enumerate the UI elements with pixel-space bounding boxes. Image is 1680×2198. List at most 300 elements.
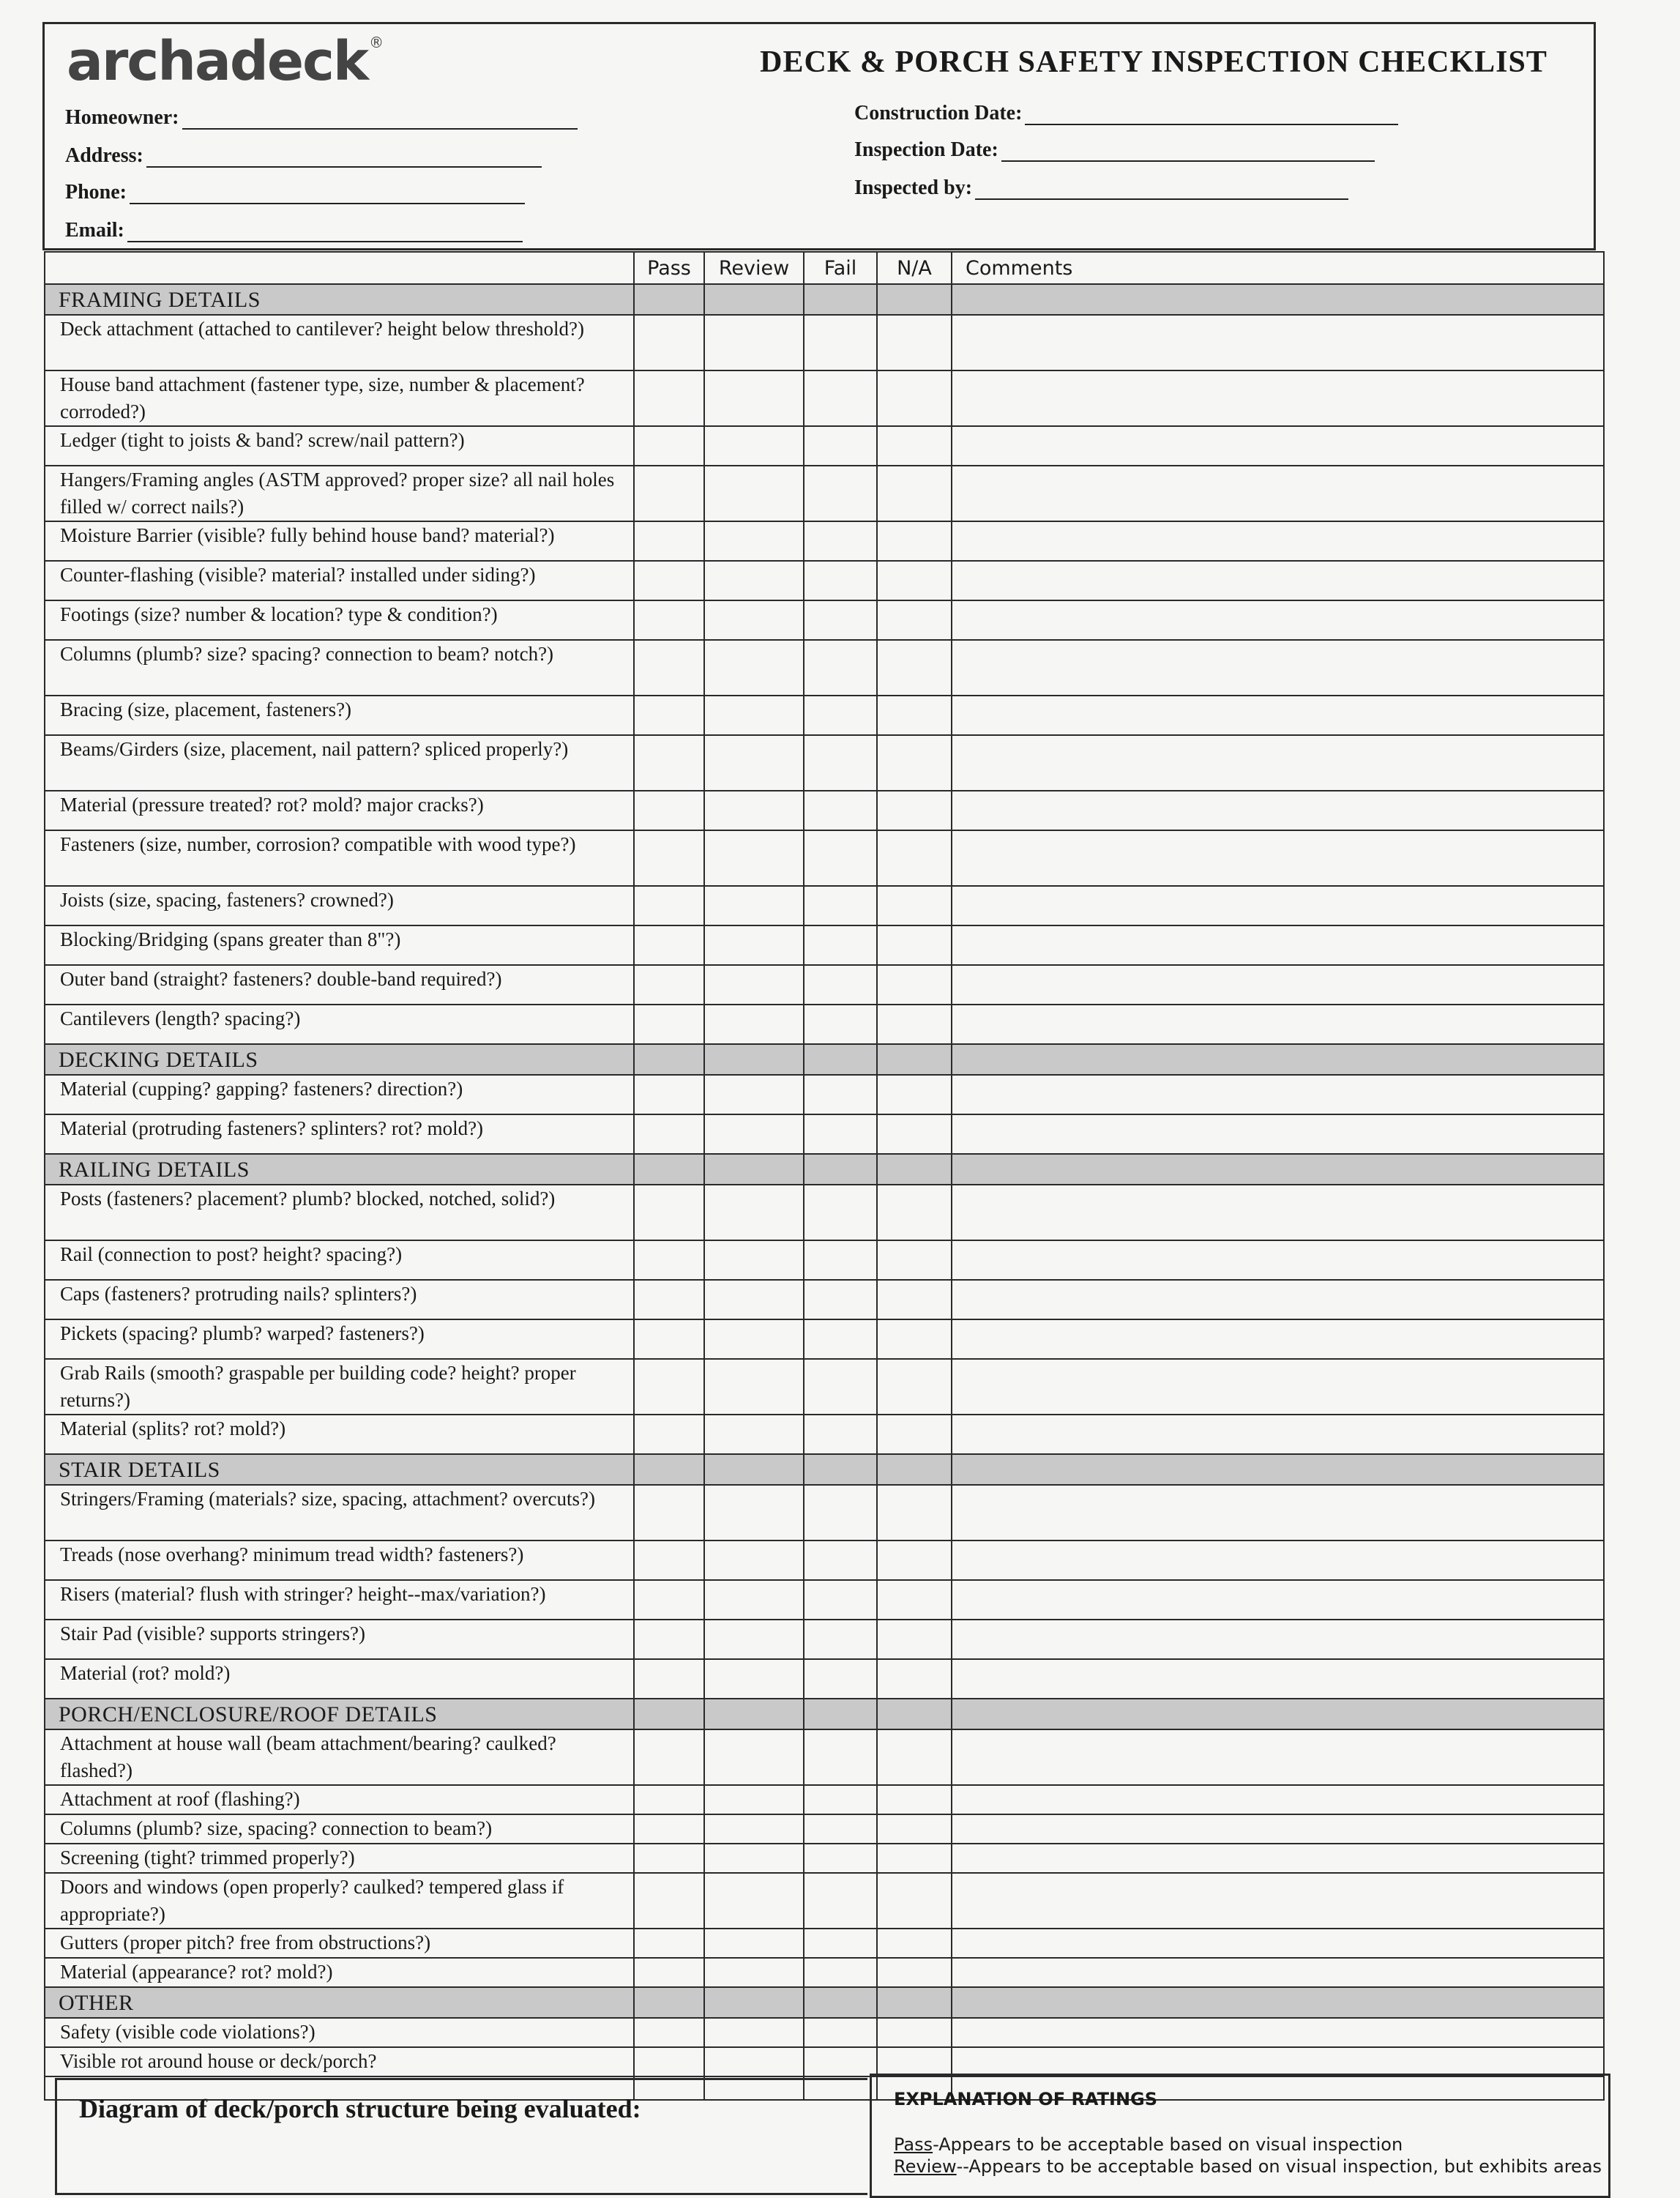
fail-cell[interactable] <box>804 1814 877 1844</box>
review-cell[interactable] <box>704 1929 804 1958</box>
review-cell[interactable] <box>704 1415 804 1454</box>
item-label: Blocking/Bridging (spans greater than 8"?) <box>45 925 634 965</box>
na-cell[interactable] <box>877 1280 952 1319</box>
email-field[interactable] <box>65 219 523 242</box>
fail-cell[interactable] <box>804 1785 877 1814</box>
comments-cell[interactable] <box>952 1873 1604 1929</box>
section-fill-cell <box>704 1154 804 1185</box>
na-cell[interactable] <box>877 1359 952 1415</box>
fail-cell[interactable] <box>804 735 877 791</box>
pass-cell[interactable] <box>634 521 704 561</box>
pass-cell[interactable] <box>634 600 704 640</box>
table-row <box>45 1240 1604 1280</box>
na-cell[interactable] <box>877 830 952 886</box>
pass-cell[interactable] <box>634 925 704 965</box>
comments-cell[interactable] <box>952 1785 1604 1814</box>
pass-cell[interactable] <box>634 1814 704 1844</box>
pass-cell[interactable] <box>634 886 704 925</box>
pass-cell[interactable] <box>634 791 704 830</box>
section-fill-cell <box>804 1154 877 1185</box>
field-line[interactable] <box>146 144 542 168</box>
na-column-header: N/A <box>877 252 952 284</box>
review-cell[interactable] <box>704 1814 804 1844</box>
item-label: Material (splits? rot? mold?) <box>45 1415 634 1454</box>
fail-cell[interactable] <box>804 1929 877 1958</box>
review-column-header: Review <box>704 252 804 284</box>
fail-cell[interactable] <box>804 426 877 466</box>
fail-cell[interactable] <box>804 1620 877 1659</box>
review-cell[interactable] <box>704 1075 804 1114</box>
rating-text: -Appears to be acceptable based on visual inspection <box>933 2134 1403 2155</box>
section-fill-cell <box>804 284 877 315</box>
fail-cell[interactable] <box>804 1319 877 1359</box>
table-row <box>45 791 1604 830</box>
review-cell[interactable] <box>704 830 804 886</box>
comments-cell[interactable] <box>952 965 1604 1005</box>
table-row <box>45 1580 1604 1620</box>
review-cell[interactable] <box>704 1005 804 1044</box>
rating-text: --Appears to be acceptable based on visual inspection, but exhibits areas <box>956 2156 1602 2177</box>
comments-cell[interactable] <box>952 1844 1604 1873</box>
section-title: PORCH/ENCLOSURE/ROOF DETAILS <box>45 1699 634 1729</box>
na-cell[interactable] <box>877 315 952 370</box>
na-cell[interactable] <box>877 640 952 696</box>
comments-cell[interactable] <box>952 1485 1604 1541</box>
review-cell[interactable] <box>704 1114 804 1154</box>
comments-cell[interactable] <box>952 1929 1604 1958</box>
review-cell[interactable] <box>704 1280 804 1319</box>
homeowner-field[interactable] <box>65 106 578 130</box>
fail-cell[interactable] <box>804 561 877 600</box>
pass-cell[interactable] <box>634 830 704 886</box>
na-cell[interactable] <box>877 1620 952 1659</box>
comments-cell[interactable] <box>952 315 1604 370</box>
section-fill-cell <box>877 1154 952 1185</box>
fail-cell[interactable] <box>804 925 877 965</box>
pass-cell[interactable] <box>634 1659 704 1699</box>
pass-cell[interactable] <box>634 1844 704 1873</box>
comments-cell[interactable] <box>952 1580 1604 1620</box>
pass-cell[interactable] <box>634 315 704 370</box>
section-fill-cell <box>952 1454 1604 1485</box>
pass-cell[interactable] <box>634 1415 704 1454</box>
pass-cell[interactable] <box>634 561 704 600</box>
pass-cell[interactable] <box>634 1785 704 1814</box>
section-title: OTHER <box>45 1987 634 2018</box>
table-row <box>45 1620 1604 1659</box>
na-cell[interactable] <box>877 2047 952 2076</box>
document-title: DECK & PORCH SAFETY INSPECTION CHECKLIST <box>760 45 1548 79</box>
na-cell[interactable] <box>877 561 952 600</box>
table-row <box>45 1319 1604 1359</box>
na-cell[interactable] <box>877 1075 952 1114</box>
review-cell[interactable] <box>704 640 804 696</box>
review-cell[interactable] <box>704 791 804 830</box>
item-label: Columns (plumb? size, spacing? connection to beam?) <box>45 1814 634 1844</box>
section-fill-cell <box>634 1154 704 1185</box>
pass-cell[interactable] <box>634 1620 704 1659</box>
comments-cell[interactable] <box>952 1185 1604 1240</box>
comments-cell[interactable] <box>952 1319 1604 1359</box>
na-cell[interactable] <box>877 791 952 830</box>
pass-cell[interactable] <box>634 1319 704 1359</box>
table-row <box>45 640 1604 696</box>
fail-cell[interactable] <box>804 640 877 696</box>
pass-cell[interactable] <box>634 965 704 1005</box>
inspection-date-field[interactable] <box>854 138 1375 162</box>
comments-cell[interactable] <box>952 466 1604 521</box>
pass-cell[interactable] <box>634 1729 704 1785</box>
review-cell[interactable] <box>704 735 804 791</box>
na-cell[interactable] <box>877 1814 952 1844</box>
na-cell[interactable] <box>877 1114 952 1154</box>
table-row <box>45 600 1604 640</box>
item-label: Moisture Barrier (visible? fully behind house band? material?) <box>45 521 634 561</box>
pass-cell[interactable] <box>634 1873 704 1929</box>
table-row <box>45 561 1604 600</box>
field-label: Address: <box>65 144 143 167</box>
table-row <box>45 315 1604 370</box>
field-line[interactable] <box>1001 138 1375 162</box>
field-line[interactable] <box>182 106 578 130</box>
table-row <box>45 1929 1604 1958</box>
comments-cell[interactable] <box>952 1280 1604 1319</box>
pass-cell[interactable] <box>634 1958 704 1987</box>
review-cell[interactable] <box>704 1659 804 1699</box>
comments-cell[interactable] <box>952 1541 1604 1580</box>
item-label: Visible rot around house or deck/porch? <box>45 2047 634 2076</box>
na-cell[interactable] <box>877 466 952 521</box>
item-label: Risers (material? flush with stringer? height--max/variation?) <box>45 1580 634 1620</box>
na-cell[interactable] <box>877 1580 952 1620</box>
rating-review <box>894 2156 1602 2177</box>
na-cell[interactable] <box>877 1785 952 1814</box>
na-cell[interactable] <box>877 735 952 791</box>
pass-cell[interactable] <box>634 1580 704 1620</box>
table-row <box>45 1958 1604 1987</box>
fail-cell[interactable] <box>804 1958 877 1987</box>
field-label: Construction Date: <box>854 102 1023 124</box>
comments-cell[interactable] <box>952 1240 1604 1280</box>
review-cell[interactable] <box>704 600 804 640</box>
item-label: Stringers/Framing (materials? size, spacing, attachment? overcuts?) <box>45 1485 634 1541</box>
section-fill-cell <box>952 1044 1604 1075</box>
table-row <box>45 1785 1604 1814</box>
comments-cell[interactable] <box>952 1958 1604 1987</box>
table-row <box>45 1659 1604 1699</box>
pass-cell[interactable] <box>634 640 704 696</box>
pass-cell[interactable] <box>634 1541 704 1580</box>
table-row <box>45 965 1604 1005</box>
phone-field[interactable] <box>65 181 525 204</box>
item-label: Hangers/Framing angles (ASTM approved? proper size? all nail holes filled w/ correct nails?) <box>45 466 634 521</box>
field-label: Email: <box>65 219 124 242</box>
review-cell[interactable] <box>704 521 804 561</box>
section-header-row <box>45 1044 1604 1075</box>
fail-cell[interactable] <box>804 2018 877 2047</box>
pass-cell[interactable] <box>634 466 704 521</box>
review-cell[interactable] <box>704 315 804 370</box>
field-label: Phone: <box>65 181 127 204</box>
na-cell[interactable] <box>877 925 952 965</box>
comments-cell[interactable] <box>952 1075 1604 1114</box>
review-cell[interactable] <box>704 1580 804 1620</box>
review-cell[interactable] <box>704 696 804 735</box>
fail-cell[interactable] <box>804 1729 877 1785</box>
comments-cell[interactable] <box>952 886 1604 925</box>
pass-cell[interactable] <box>634 1359 704 1415</box>
pass-cell[interactable] <box>634 696 704 735</box>
comments-cell[interactable] <box>952 521 1604 561</box>
section-title: DECKING DETAILS <box>45 1044 634 1075</box>
na-cell[interactable] <box>877 1844 952 1873</box>
section-fill-cell <box>804 1987 877 2018</box>
section-fill-cell <box>634 1987 704 2018</box>
fail-cell[interactable] <box>804 1075 877 1114</box>
section-fill-cell <box>877 1987 952 2018</box>
registered-mark: ® <box>369 34 383 51</box>
fail-cell[interactable] <box>804 1485 877 1541</box>
review-cell[interactable] <box>704 1359 804 1415</box>
fail-cell[interactable] <box>804 1240 877 1280</box>
field-line[interactable] <box>1025 102 1398 125</box>
section-fill-cell <box>804 1699 877 1729</box>
item-label: Material (cupping? gapping? fasteners? direction?) <box>45 1075 634 1114</box>
comments-cell[interactable] <box>952 735 1604 791</box>
comments-cell[interactable] <box>952 1620 1604 1659</box>
fail-cell[interactable] <box>804 600 877 640</box>
item-label: Screening (tight? trimmed properly?) <box>45 1844 634 1873</box>
fail-cell[interactable] <box>804 886 877 925</box>
review-cell[interactable] <box>704 1185 804 1240</box>
fail-cell[interactable] <box>804 1280 877 1319</box>
address-field[interactable] <box>65 144 542 168</box>
table-row <box>45 886 1604 925</box>
pass-cell[interactable] <box>634 370 704 426</box>
na-cell[interactable] <box>877 1415 952 1454</box>
pass-cell[interactable] <box>634 1485 704 1541</box>
fail-cell[interactable] <box>804 370 877 426</box>
review-cell[interactable] <box>704 1958 804 1987</box>
comments-cell[interactable] <box>952 696 1604 735</box>
na-cell[interactable] <box>877 1729 952 1785</box>
section-fill-cell <box>877 1699 952 1729</box>
table-row <box>45 521 1604 561</box>
fail-cell[interactable] <box>804 1659 877 1699</box>
pass-cell[interactable] <box>634 1240 704 1280</box>
fail-cell[interactable] <box>804 1580 877 1620</box>
section-fill-cell <box>704 1454 804 1485</box>
fail-cell[interactable] <box>804 315 877 370</box>
table-row <box>45 1415 1604 1454</box>
table-header-row <box>45 252 1604 284</box>
table-body <box>45 284 1604 2100</box>
section-fill-cell <box>634 1699 704 1729</box>
na-cell[interactable] <box>877 521 952 561</box>
review-cell[interactable] <box>704 1785 804 1814</box>
item-label: Stair Pad (visible? supports stringers?) <box>45 1620 634 1659</box>
comments-cell[interactable] <box>952 561 1604 600</box>
archadeck-logo <box>67 30 382 93</box>
item-label: Treads (nose overhang? minimum tread width? fasteners?) <box>45 1541 634 1580</box>
item-label: Rail (connection to post? height? spacing?) <box>45 1240 634 1280</box>
item-label: Beams/Girders (size, placement, nail pattern? spliced properly?) <box>45 735 634 791</box>
section-fill-cell <box>952 1699 1604 1729</box>
na-cell[interactable] <box>877 600 952 640</box>
field-line[interactable] <box>130 181 525 204</box>
na-cell[interactable] <box>877 426 952 466</box>
review-cell[interactable] <box>704 925 804 965</box>
table-row <box>45 2018 1604 2047</box>
field-line[interactable] <box>127 219 523 242</box>
fail-cell[interactable] <box>804 2047 877 2076</box>
na-cell[interactable] <box>877 1929 952 1958</box>
review-cell[interactable] <box>704 1873 804 1929</box>
fail-cell[interactable] <box>804 466 877 521</box>
comments-cell[interactable] <box>952 2018 1604 2047</box>
na-cell[interactable] <box>877 1319 952 1359</box>
item-label: Cantilevers (length? spacing?) <box>45 1005 634 1044</box>
ratings-box <box>870 2074 1610 2198</box>
comments-cell[interactable] <box>952 830 1604 886</box>
na-cell[interactable] <box>877 1659 952 1699</box>
fail-cell[interactable] <box>804 1005 877 1044</box>
na-cell[interactable] <box>877 1485 952 1541</box>
na-cell[interactable] <box>877 1185 952 1240</box>
table-row <box>45 1280 1604 1319</box>
review-cell[interactable] <box>704 370 804 426</box>
na-cell[interactable] <box>877 965 952 1005</box>
fail-cell[interactable] <box>804 1359 877 1415</box>
pass-cell[interactable] <box>634 1280 704 1319</box>
fail-cell[interactable] <box>804 1541 877 1580</box>
na-cell[interactable] <box>877 696 952 735</box>
table-row <box>45 925 1604 965</box>
fail-cell[interactable] <box>804 1873 877 1929</box>
fail-cell[interactable] <box>804 1415 877 1454</box>
pass-cell[interactable] <box>634 1929 704 1958</box>
review-cell[interactable] <box>704 886 804 925</box>
review-cell[interactable] <box>704 1319 804 1359</box>
inspected-by-field[interactable] <box>854 176 1348 200</box>
pass-cell[interactable] <box>634 2047 704 2076</box>
review-cell[interactable] <box>704 1240 804 1280</box>
fail-cell[interactable] <box>804 696 877 735</box>
pass-cell[interactable] <box>634 1005 704 1044</box>
na-cell[interactable] <box>877 2018 952 2047</box>
comments-cell[interactable] <box>952 1005 1604 1044</box>
fail-cell[interactable] <box>804 1844 877 1873</box>
review-cell[interactable] <box>704 2018 804 2047</box>
table-row <box>45 696 1604 735</box>
comments-cell[interactable] <box>952 370 1604 426</box>
fail-cell[interactable] <box>804 830 877 886</box>
item-label: Pickets (spacing? plumb? warped? fasteners?) <box>45 1319 634 1359</box>
section-fill-cell <box>877 1044 952 1075</box>
fail-cell[interactable] <box>804 521 877 561</box>
fail-cell[interactable] <box>804 965 877 1005</box>
field-label: Inspected by: <box>854 176 973 199</box>
comments-cell[interactable] <box>952 1114 1604 1154</box>
rating-term: Pass <box>894 2134 933 2155</box>
na-cell[interactable] <box>877 1873 952 1929</box>
comments-cell[interactable] <box>952 1359 1604 1415</box>
comments-cell[interactable] <box>952 1415 1604 1454</box>
item-label: Gutters (proper pitch? free from obstructions?) <box>45 1929 634 1958</box>
field-label: Inspection Date: <box>854 138 998 161</box>
comments-cell[interactable] <box>952 1814 1604 1844</box>
pass-cell[interactable] <box>634 1114 704 1154</box>
section-header-row <box>45 1454 1604 1485</box>
na-cell[interactable] <box>877 370 952 426</box>
comments-cell[interactable] <box>952 791 1604 830</box>
pass-cell[interactable] <box>634 1075 704 1114</box>
review-cell[interactable] <box>704 1485 804 1541</box>
na-cell[interactable] <box>877 1240 952 1280</box>
na-cell[interactable] <box>877 1005 952 1044</box>
section-fill-cell <box>952 1154 1604 1185</box>
section-title: FRAMING DETAILS <box>45 284 634 315</box>
comments-cell[interactable] <box>952 1659 1604 1699</box>
comments-cell[interactable] <box>952 426 1604 466</box>
logo-text: archadeck <box>67 30 368 93</box>
section-fill-cell <box>952 284 1604 315</box>
review-cell[interactable] <box>704 965 804 1005</box>
item-column-header <box>45 252 634 284</box>
na-cell[interactable] <box>877 1541 952 1580</box>
item-label: Material (pressure treated? rot? mold? major cracks?) <box>45 791 634 830</box>
comments-cell[interactable] <box>952 600 1604 640</box>
section-fill-cell <box>634 1454 704 1485</box>
comments-cell[interactable] <box>952 925 1604 965</box>
review-cell[interactable] <box>704 426 804 466</box>
table-row <box>45 1359 1604 1415</box>
review-cell[interactable] <box>704 561 804 600</box>
pass-cell[interactable] <box>634 426 704 466</box>
pass-cell[interactable] <box>634 1185 704 1240</box>
item-label: Ledger (tight to joists & band? screw/nail pattern?) <box>45 426 634 466</box>
section-fill-cell <box>804 1044 877 1075</box>
review-cell[interactable] <box>704 1729 804 1785</box>
section-header-row <box>45 1154 1604 1185</box>
comments-cell[interactable] <box>952 1729 1604 1785</box>
section-header-row <box>45 1699 1604 1729</box>
comments-cell[interactable] <box>952 2047 1604 2076</box>
fail-cell[interactable] <box>804 1185 877 1240</box>
review-cell[interactable] <box>704 466 804 521</box>
section-fill-cell <box>804 1454 877 1485</box>
table-row <box>45 2047 1604 2076</box>
review-cell[interactable] <box>704 1620 804 1659</box>
inspection-table <box>44 251 1605 2101</box>
item-label: House band attachment (fastener type, size, number & placement? corroded?) <box>45 370 634 426</box>
review-cell[interactable] <box>704 1541 804 1580</box>
review-cell[interactable] <box>704 2047 804 2076</box>
na-cell[interactable] <box>877 886 952 925</box>
pass-cell[interactable] <box>634 2018 704 2047</box>
field-line[interactable] <box>975 176 1348 200</box>
diagram-box <box>55 2078 867 2195</box>
comments-cell[interactable] <box>952 640 1604 696</box>
table-row <box>45 1075 1604 1114</box>
review-cell[interactable] <box>704 1844 804 1873</box>
pass-cell[interactable] <box>634 735 704 791</box>
table-row <box>45 1814 1604 1844</box>
fail-cell[interactable] <box>804 791 877 830</box>
construction-date-field[interactable] <box>854 102 1398 125</box>
na-cell[interactable] <box>877 1958 952 1987</box>
fail-cell[interactable] <box>804 1114 877 1154</box>
